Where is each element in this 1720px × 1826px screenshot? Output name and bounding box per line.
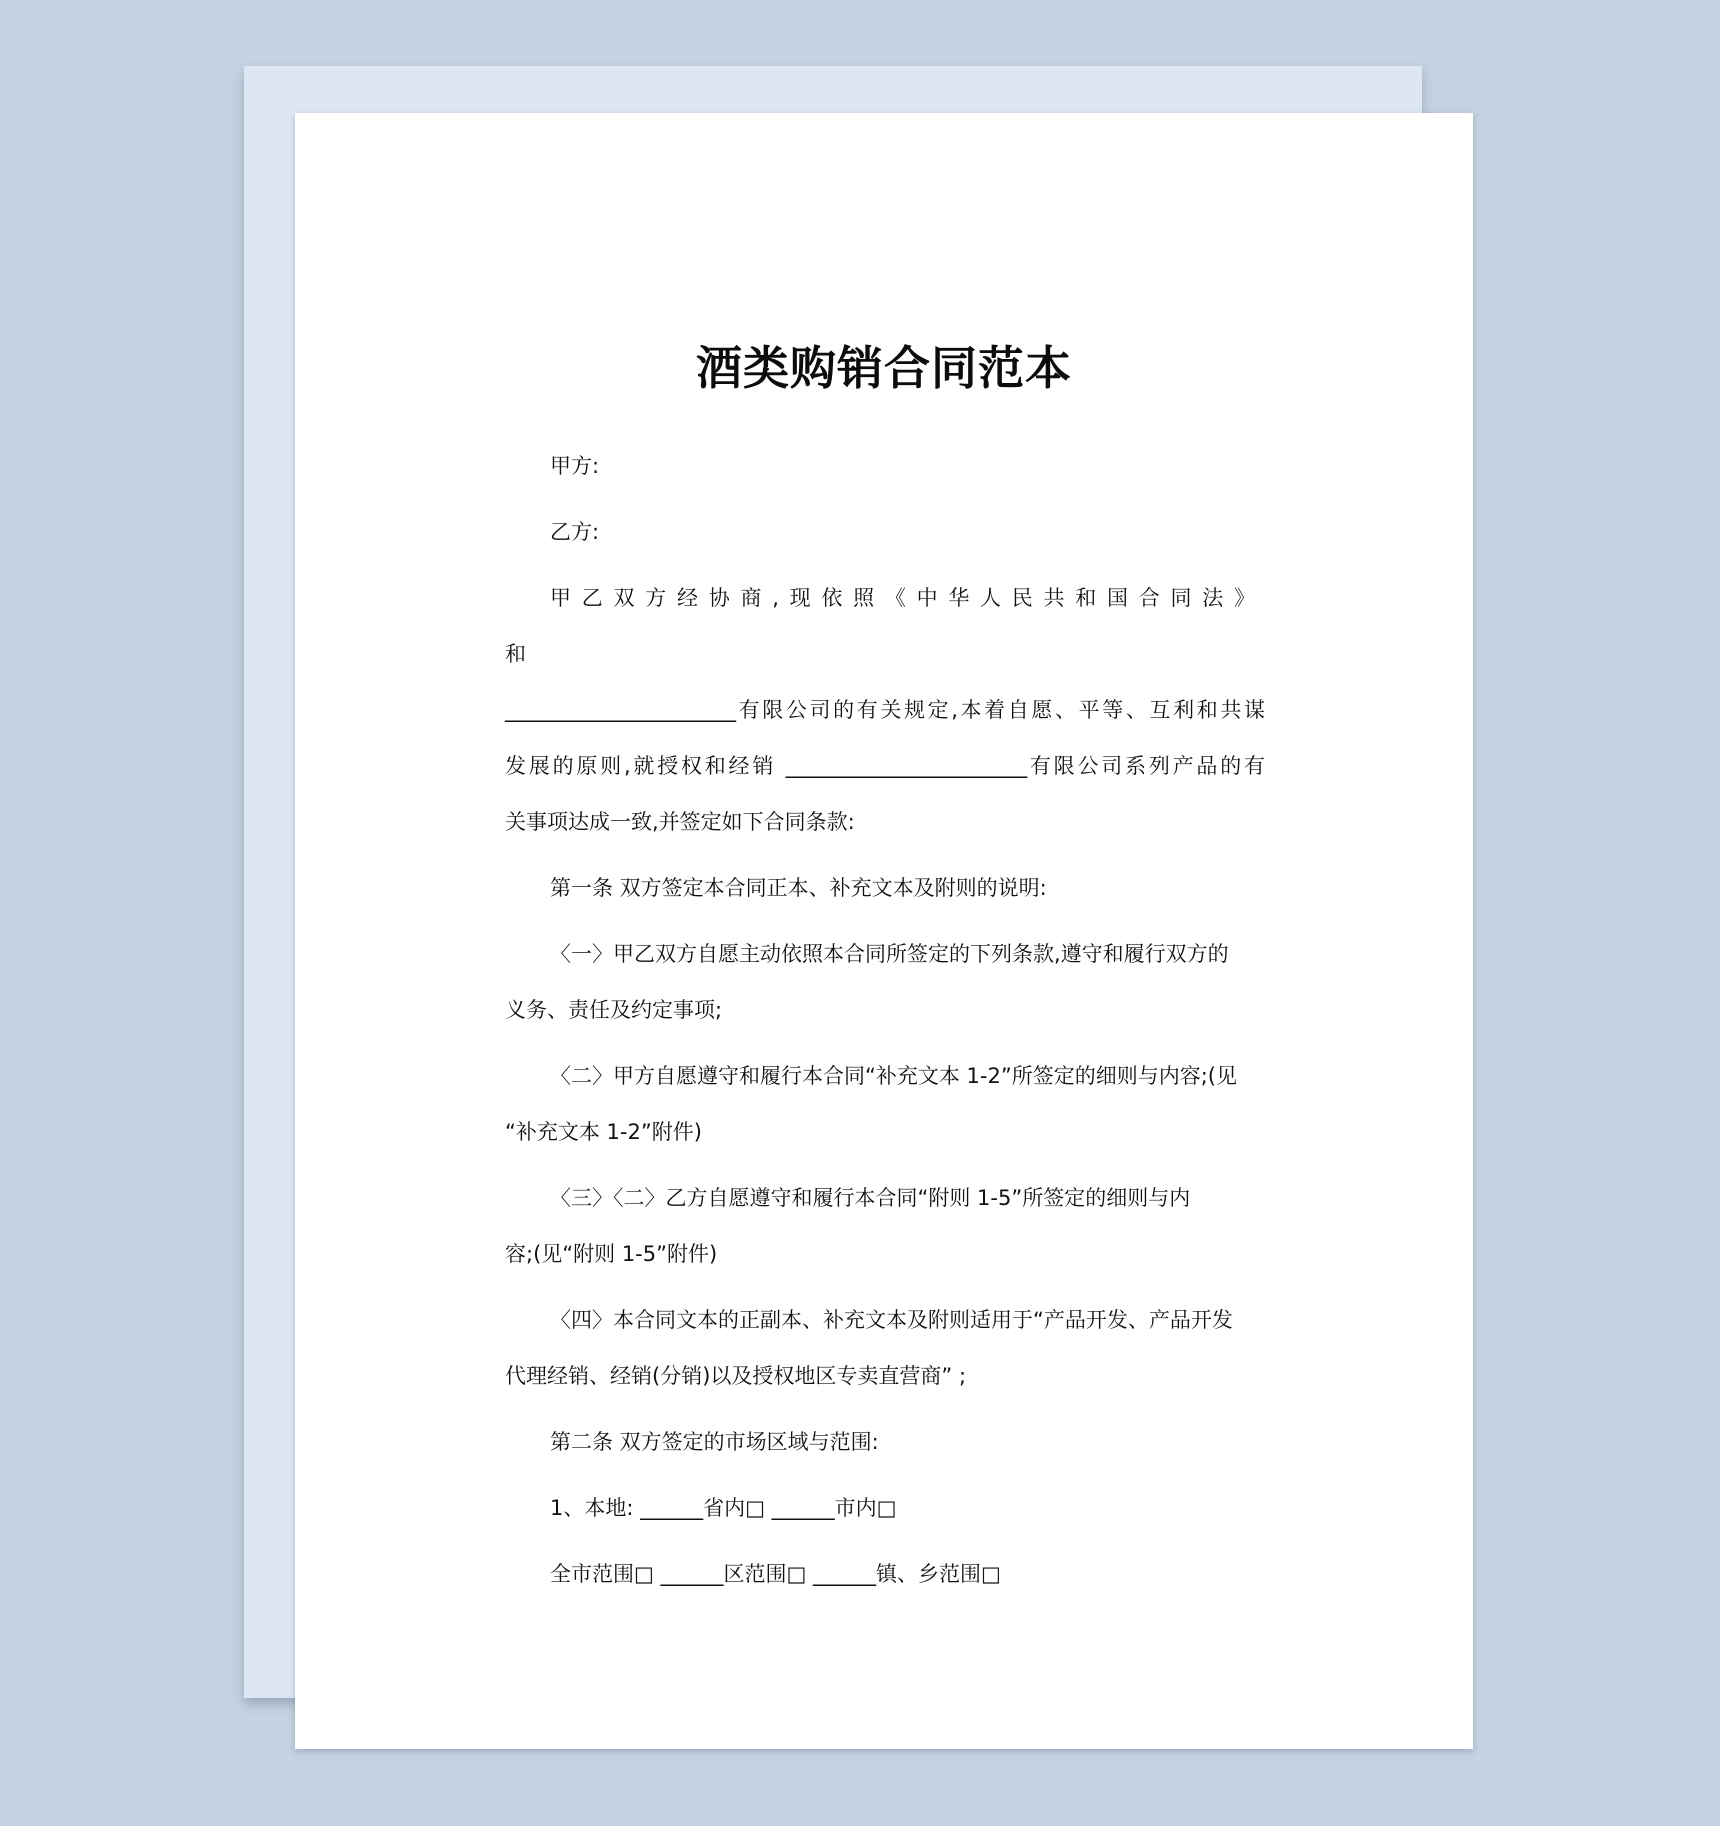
article-1-item-4-line-1: 〈四〉本合同文本的正副本、补充文本及附则适用于“产品开发、产品开发 (550, 1308, 1233, 1332)
article-1-item-2-line-1: 〈二〉甲方自愿遵守和履行本合同“补充文本 1-2”所签定的细则与内容;(见 (550, 1064, 1237, 1088)
article-1-item-3-line-2: 容;(见“附则 1-5”附件) (505, 1242, 718, 1266)
article-1-item-1-line-2: 义务、责任及约定事项; (505, 998, 723, 1022)
intro-line-2: ______________________有限公司的有关规定,本着自愿、平等、互利和共谋 (505, 698, 1265, 722)
intro-line-1: 甲乙双方经协商,现依照《中华人民共和国合同法》和 (505, 586, 1265, 666)
article-1-item-3-line-1: 〈三〉〈二〉乙方自愿遵守和履行本合同“附则 1-5”所签定的细则与内 (550, 1186, 1191, 1210)
article-2-scope-line: 全市范围□ ______区范围□ ______镇、乡范围□ (550, 1562, 1001, 1586)
article-2-local-line: 1、本地: ______省内□ ______市内□ (550, 1496, 897, 1520)
intro-line-4: 关事项达成一致,并签定如下合同条款: (505, 810, 855, 834)
intro-line-3: 发展的原则,就授权和经销 _______________________有限公司系列产品的有 (505, 754, 1265, 778)
document-body (505, 438, 1265, 1602)
document-title: 酒类购销合同范本 (696, 341, 1072, 395)
article-2-heading: 第二条 双方签定的市场区域与范围: (550, 1430, 879, 1454)
article-1-item-4-line-2: 代理经销、经销(分销)以及授权地区专卖直营商” ; (505, 1364, 967, 1388)
article-1-heading: 第一条 双方签定本合同正本、补充文本及附则的说明: (550, 876, 1047, 900)
party-a-label: 甲方: (550, 454, 600, 478)
party-b-label: 乙方: (550, 520, 600, 544)
article-1-item-2-line-2: “补充文本 1-2”附件) (505, 1120, 702, 1144)
article-1-item-1-line-1: 〈一〉甲乙双方自愿主动依照本合同所签定的下列条款,遵守和履行双方的 (550, 942, 1229, 966)
